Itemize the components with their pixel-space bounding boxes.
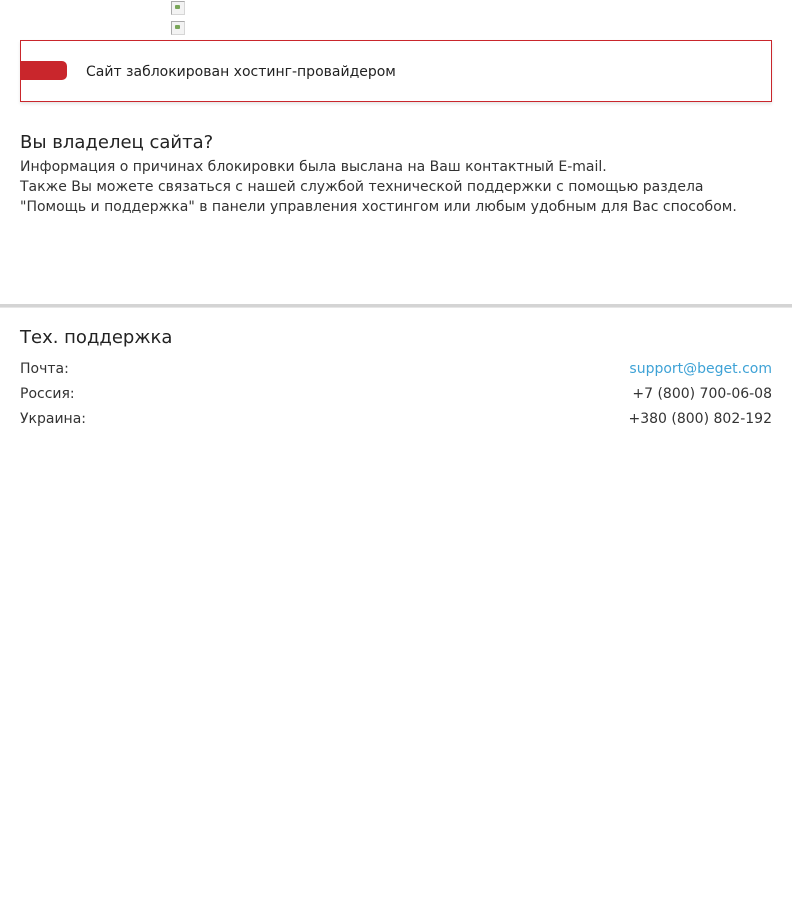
support-email-link[interactable]: support@beget.com <box>629 360 772 377</box>
owner-section <box>20 131 772 217</box>
support-phone-ukraine: +380 (800) 802-192 <box>628 410 772 427</box>
broken-image-icon <box>171 1 185 15</box>
owner-title: Вы владелец сайта? <box>20 132 214 153</box>
support-row-email <box>20 356 772 381</box>
broken-image-icon <box>171 21 185 35</box>
support-title: Тех. поддержка <box>20 327 173 348</box>
support-row-russia <box>20 381 772 406</box>
blocked-alert <box>20 40 772 102</box>
support-phone-russia: +7 (800) 700-06-08 <box>632 385 772 402</box>
owner-paragraph-support: Также Вы можете связаться с нашей службой технической поддержки с помощью раздела "Помощь и поддержка" в панели управления хостингом или любым удобным для Вас способом. <box>20 179 737 215</box>
alert-badge <box>20 61 67 80</box>
support-label-russia: Россия: <box>20 385 75 402</box>
section-divider <box>0 304 792 308</box>
alert-text: Сайт заблокирован хостинг-провайдером <box>86 64 396 80</box>
support-row-ukraine <box>20 406 772 431</box>
owner-paragraph-email: Информация о причинах блокировки была выслана на Ваш контактный E-mail. <box>20 159 607 175</box>
support-label-email: Почта: <box>20 360 69 377</box>
support-section <box>20 326 772 431</box>
support-label-ukraine: Украина: <box>20 410 87 427</box>
